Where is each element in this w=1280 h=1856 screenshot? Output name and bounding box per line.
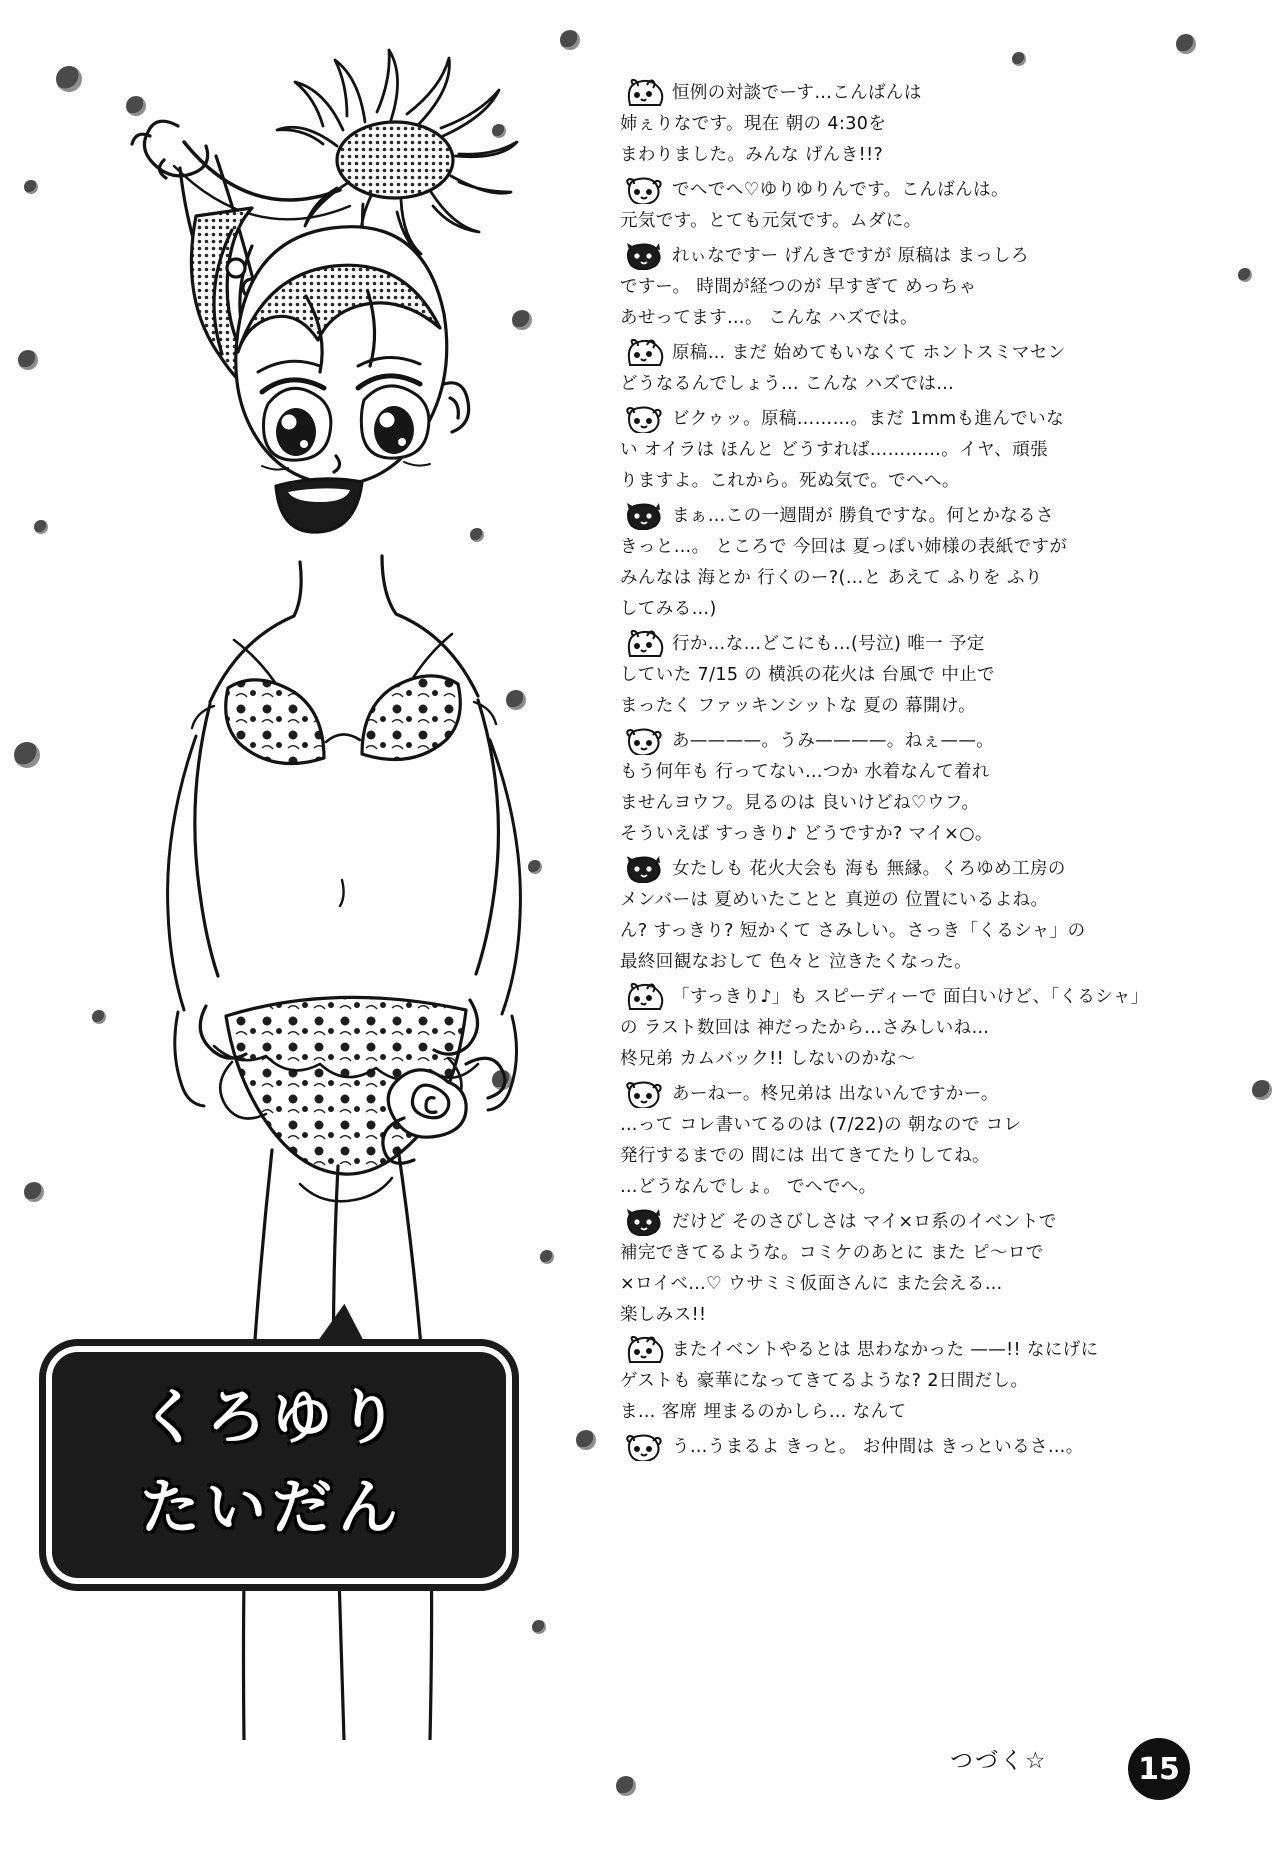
speaker-icon-neko — [620, 502, 666, 530]
logo-line-2: たいだん — [140, 1473, 404, 1543]
talk-line: あ————。うみ————。ねぇ——。 — [672, 731, 995, 751]
speaker-icon-neko — [620, 242, 666, 270]
talk-line: まぁ…この一週間が 勝負ですな。何とかなるさ — [672, 506, 1054, 526]
talk-line: う…うまるよ きっと。 お仲間は きっといるさ…。 — [672, 1437, 1084, 1457]
talk-text — [620, 1079, 1240, 1203]
talk-line: 原稿… まだ 始めてもいなくて ホントスミマセン — [672, 343, 1066, 363]
halftone-dot — [1176, 34, 1196, 54]
talk-line: きっと…。 ところで 今回は 夏っぽい姉様の表紙ですが — [620, 537, 1068, 557]
halftone-dot — [1238, 268, 1252, 282]
talk-line: 柊兄弟 カムバック!! しないのかな〜 — [620, 1049, 916, 1069]
talk-line: ゲストも 豪華になってきてるような? 2日間だし。 — [620, 1371, 1029, 1391]
page-number: 15 — [1128, 1738, 1190, 1800]
speaker-icon-hitsuji — [620, 1080, 666, 1108]
speaker-icon-usagi — [620, 339, 666, 367]
talk-line: ませんヨウフ。見るのは 良いけどね♡ウフ。 — [620, 793, 980, 813]
talk-block — [620, 78, 1240, 171]
speaker-icon-hitsuji — [620, 176, 666, 204]
talk-line: 女たしも 花火大会も 海も 無縁。くろゆめ工房の — [672, 859, 1066, 879]
speaker-icon-hitsuji — [620, 727, 666, 755]
talk-line: りますよ。これから。死ぬ気で。でへへ。 — [620, 471, 960, 491]
talk-line: 楽しみス!! — [620, 1305, 707, 1325]
talk-column — [620, 78, 1240, 1718]
talk-block — [620, 501, 1240, 625]
talk-block — [620, 1079, 1240, 1203]
talk-line: あーねー。柊兄弟は 出ないんですかー。 — [672, 1084, 999, 1104]
speaker-icon-usagi — [620, 983, 666, 1011]
balloon-text — [52, 1352, 492, 1564]
talk-line: 行か…な…どこにも…(号泣) 唯一 予定 — [672, 634, 985, 654]
talk-block — [620, 241, 1240, 334]
talk-text — [620, 78, 1240, 171]
talk-line: 最終回観なおして 色々と 泣きたくなった。 — [620, 952, 973, 972]
talk-text — [620, 982, 1240, 1075]
talk-line: ん? すっきり? 短かくて さみしい。さっき「くるシャ」の — [620, 921, 1086, 941]
talk-block — [620, 726, 1240, 850]
talk-line: あせってます…。 こんな ハズでは。 — [620, 308, 918, 328]
talk-text — [620, 1335, 1240, 1428]
logo-line-1: くろゆり — [140, 1383, 404, 1453]
speaker-icon-neko — [620, 1208, 666, 1236]
talk-line: そういえば すっきり♪ どうですか? マイ×○。 — [620, 824, 993, 844]
talk-line: していた 7/15 の 横浜の花火は 台風で 中止で — [620, 665, 996, 685]
illustration-panel — [0, 0, 620, 1856]
talk-line: ×ロイベ…♡ ウサミミ仮面さんに また会える… — [620, 1274, 1003, 1294]
talk-line: …って コレ書いてるのは (7/22)の 朝なので コレ — [620, 1115, 1022, 1135]
talk-block — [620, 1335, 1240, 1428]
talk-line: 恒例の対談でーす…こんばんは — [672, 83, 922, 103]
halftone-dot — [1252, 1080, 1272, 1100]
talk-line: ビクゥッ。原稿………。まだ 1mmも進んでいな — [672, 409, 1064, 429]
speaker-icon-usagi — [620, 1336, 666, 1364]
talk-text — [620, 1432, 1240, 1463]
talk-block — [620, 338, 1240, 400]
talk-line: まわりました。みんな げんき!!? — [620, 145, 884, 165]
continued-note: つづく☆ — [950, 1748, 1048, 1774]
talk-line: ですー。 時間が経つのが 早すぎて めっちゃ — [620, 277, 977, 297]
title-balloon — [52, 1300, 502, 1570]
speaker-icon-neko — [620, 855, 666, 883]
talk-block — [620, 1207, 1240, 1331]
talk-block — [620, 629, 1240, 722]
talk-line: 元気です。とても元気です。ムダに。 — [620, 211, 922, 231]
talk-text — [620, 1207, 1240, 1331]
talk-line: 補完できてるような。コミケのあとに また ピ〜ロで — [620, 1243, 1044, 1263]
talk-text — [620, 854, 1240, 978]
talk-line: だけど そのさびしさは マイ×ロ系のイベントで — [672, 1212, 1057, 1232]
talk-line: 姉ぇりなです。現在 朝の 4:30を — [620, 114, 887, 134]
talk-block — [620, 175, 1240, 237]
talk-line: れぃなですー げんきですが 原稿は まっしろ — [672, 246, 1029, 266]
talk-block — [620, 1432, 1240, 1463]
talk-line: もう何年も 行ってない…つか 水着なんて着れ — [620, 762, 990, 782]
talk-line: …どうなんでしょ。 でへでへ。 — [620, 1177, 877, 1197]
talk-text — [620, 501, 1240, 625]
talk-text — [620, 175, 1240, 237]
talk-block — [620, 854, 1240, 978]
talk-line: でへでへ♡ゆりゆりんです。こんばんは。 — [672, 180, 1009, 200]
talk-line: またイベントやるとは 思わなかった ——!! なにげに — [672, 1340, 1099, 1360]
talk-block — [620, 404, 1240, 497]
talk-line: みんなは 海とか 行くのー?(…と あえて ふりを ふり — [620, 568, 1043, 588]
talk-text — [620, 241, 1240, 334]
speaker-icon-hitsuji — [620, 1433, 666, 1461]
talk-line: い オイラは ほんと どうすれば…………。イヤ、頑張 — [620, 440, 1049, 460]
talk-block — [620, 982, 1240, 1075]
talk-line: どうなるんでしょう… こんな ハズでは… — [620, 374, 955, 394]
halftone-dot — [1012, 52, 1026, 66]
talk-line: してみる…) — [620, 599, 717, 619]
talk-line: まったく ファッキンシットな 夏の 幕開け。 — [620, 696, 976, 716]
speaker-icon-hitsuji — [620, 405, 666, 433]
talk-line: の ラスト数回は 神だったから…さみしいね… — [620, 1018, 990, 1038]
talk-text — [620, 629, 1240, 722]
talk-line: メンバーは 夏めいたことと 真逆の 位置にいるよね。 — [620, 890, 1049, 910]
talk-text — [620, 404, 1240, 497]
talk-text — [620, 726, 1240, 850]
talk-line: 発行するまでの 間には 出てきてたりしてね。 — [620, 1146, 990, 1166]
speaker-icon-usagi — [620, 79, 666, 107]
talk-line: ま… 客席 埋まるのかしら… なんて — [620, 1402, 907, 1422]
talk-line: 「すっきり♪」も スピーディーで 面白いけど、「くるシャ」 — [672, 987, 1149, 1007]
speaker-icon-usagi — [620, 630, 666, 658]
talk-text — [620, 338, 1240, 400]
